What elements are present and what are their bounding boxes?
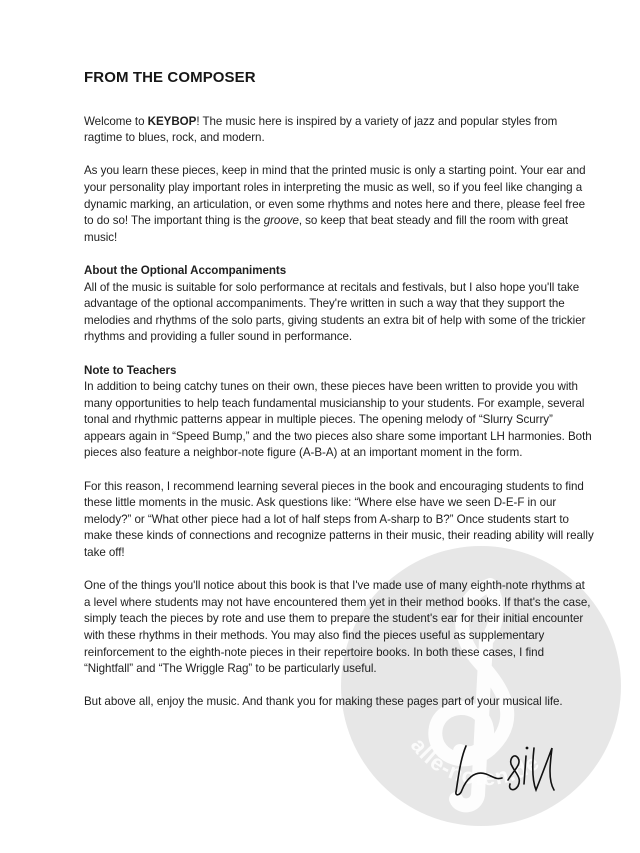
intro-paragraph xyxy=(84,114,594,147)
interpretation-paragraph xyxy=(84,163,594,246)
accompaniments-heading: About the Optional Accompaniments xyxy=(84,263,287,277)
document-body xyxy=(84,70,594,728)
page-title: FROM THE COMPOSER xyxy=(84,69,256,86)
teachers-section xyxy=(84,363,594,463)
brand-name: KEYBOP xyxy=(147,114,197,128)
reason-paragraph: For this reason, I recommend learning several pieces in the book and encouraging students to find these little moments in the music. Ask questions like: “Where else have we seen D-E-F in our melody?” or “What other piece had a lot of half steps from A-sharp to B?” Once students start to make these kinds of connections and recognize patterns in their music, their reading ability will really take off! xyxy=(84,479,594,560)
accompaniments-section xyxy=(84,263,594,346)
interpretation-pre: As you learn these pieces, keep in mind that the printed music is only a starting point. Your ear and your personality play important roles in interpreting the music as well, so if you feel like changing a dynamic marking, an articulation, or even some rhythms and notes here and there, please feel free to do so! The important thing is the xyxy=(84,164,586,228)
intro-pre: Welcome to xyxy=(84,114,148,128)
closing-paragraph: But above all, enjoy the music. And thank you for making these pages part of your musical life. xyxy=(84,695,563,709)
interpretation-post: , so keep that beat steady and fill the room with great music! xyxy=(84,214,569,244)
teachers-heading: Note to Teachers xyxy=(84,363,177,377)
intro-post: ! The music here is inspired by a variety of jazz and popular styles from ragtime to blues, rock, and modern. xyxy=(84,114,558,145)
teachers-body: In addition to being catchy tunes on their own, these pieces have been written to provide you with many opportunities to help teach fundamental musicianship to your students. For example, several tonal and rhythmic patterns appear in multiple pieces. The opening melody of “Slurry Scurry” appears again in “Speed Bump,” and the two pieces also share some important LH harmonies. Both pieces also feature a neighbor-note figure (A-B-A) at an important moment in the form. xyxy=(84,380,592,460)
accompaniments-body: All of the music is suitable for solo performance at recitals and festivals, but I also hope you'll take advantage of the optional accompaniments. They're written in such a way that they support the melodies and rhythms of the solo parts, giving students an extra bit of help with some of the trickier rhythms and providing a fuller sound in performance. xyxy=(84,280,586,344)
eighth-note-paragraph: One of the things you'll notice about this book is that I've made use of many eighth-note rhythms at a level where students may not have encountered them yet in their method books. If that's the case, simply teach the pieces by rote and use them to prepare the student's ear for their initial encounter with these rhythms in their methods. You may also find the pieces useful as supplementary reinforcement to the eighth-note pieces in their repertoire books. In both these cases, I find “Nightfall” and “The Wriggle Rag” to be particularly useful. xyxy=(84,579,591,676)
handwritten-signature-icon xyxy=(452,740,558,798)
watermark-text: alle-noten.de xyxy=(405,732,545,791)
groove-emphasis: groove xyxy=(263,214,299,228)
